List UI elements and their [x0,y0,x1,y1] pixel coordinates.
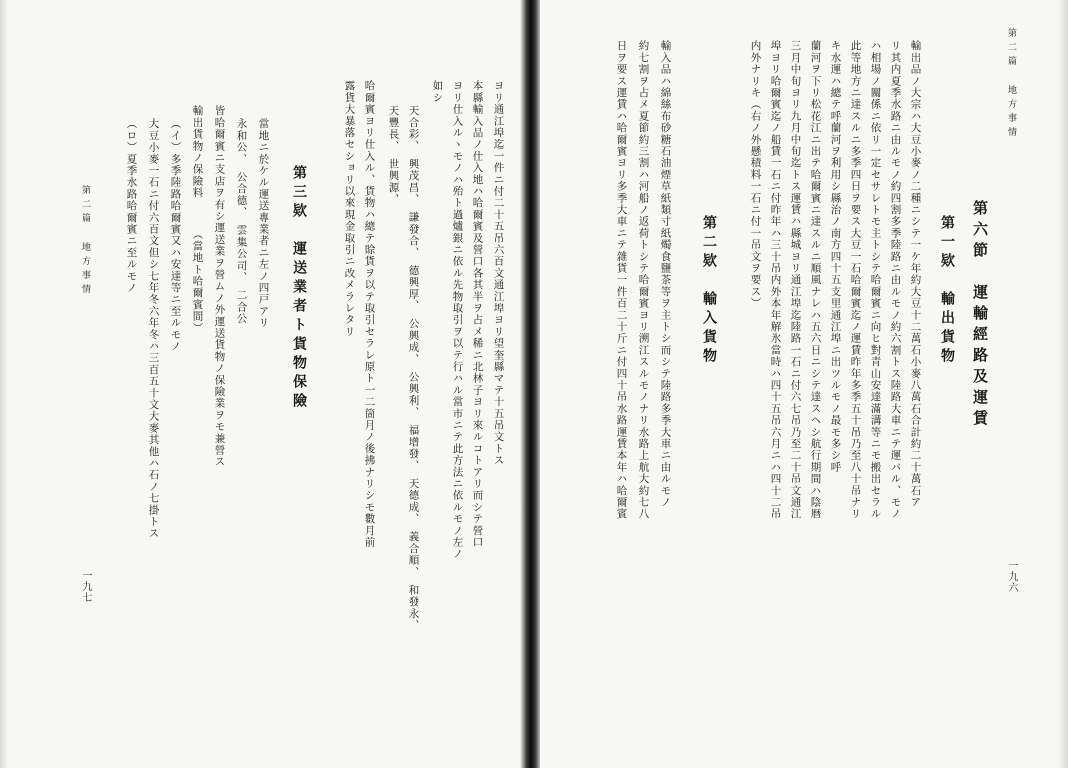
page-edge-shadow [0,0,8,768]
left-sub3-line-1: 當地ニ於ケル運送專業者ニ左ノ四戸アリ [257,118,270,329]
left-merchant-line-2: 天豐長、 世興源、 [387,105,400,206]
subsection-1-title: 第一欵 輸出貨物 [939,215,955,367]
right-sub1-line-7: 三月中旬ヨリ九月中旬迄トス運賃ハ縣城ヨリ通江埠迄陸路一石ニ付六七吊乃至二十吊文通江 [789,40,802,520]
left-sub3-line-6: 大豆小麥一石ニ付六百文但シ七年冬六年冬ハ三百五十文大麥其他ハ石ノ七掛トス [147,118,160,540]
section-title: 第六節 運輸經路及運賃 [971,200,989,431]
left-cont-line-2: 本縣輸入品ノ仕入地ハ哈爾賓及營口各其半ヲ占メ稀ニ北林子ヨリ來ルコトアリ而シテ營口 [471,80,484,548]
right-sub1-line-2: リ其内夏季水路ニ由ルモノ約四割多季陸路ニ由ルモノ約六割トス陸路大車ニテ運バル、モノ [889,40,902,520]
right-sub1-line-1: 輸出品ノ大宗ハ大豆小麥ノ二種ニシテ一ケ年約大豆十二萬石小麥八萬石合計約二十萬石ア [909,40,922,508]
right-sub2-line-1: 輸入品ハ綿絲布砂糖石油煙草紙類寸紙燭食鹽茶等ヲ主トシ而シテ陸路多季大車ニ由ルモノ [659,40,672,508]
right-sub1-line-5: キ水運ハ總テ呼蘭河ヲ利用シ縣治ノ南方四十五支里通江埠ニ出ツルモノ最モ多シ呼 [829,40,842,473]
running-header: 第二篇 地方事情 [1006,28,1016,141]
subsection-2-title: 第二欵 輸入貨物 [701,215,717,367]
left-sub3-line-5: （イ）多季陸路哈爾賓又ハ安達等ニ至ルモノ [169,118,182,352]
left-sub3-line-7: （ロ）夏季水路哈爾賓ニ至ルモノ [125,118,138,294]
left-cont-line-3: ヨリ仕入ルヽモノハ殆ト過爐銀ニ依ル先物取引ヲ以テ行ハル當市ニテ此方法ニ依ルモノ左ノ [451,80,464,560]
page-edge-shadow [1058,0,1068,768]
left-sub3-line-4: 輸出貨物ノ保險料 （當地ト哈爾賓間） [191,105,204,334]
left-cont2-line-2: 露貨大暴落セショリ以來現金取引ニ改メラレタリ [343,80,356,338]
subsection-3-title: 第三欵 運送業者ト貨物保險 [291,165,307,412]
left-merchant-line-1: 天合彩、 興茂昌、 謙發合、 德興厚、 公興成、 公興利、 福增發、 天德成、 義合順、 和發永、 [407,105,420,632]
left-cont-line-1: ヨリ通江埠迄一件ニ付二十五吊六百文通江埠ヨリ望奎縣マテ十五吊文トス [492,80,505,467]
right-sub1-line-6: 蘭河ヲ下リ松花江ニ出テ哈爾賓ニ達スルニ順風ナレハ五六日ニシテ達スヘシ航行期間ハ陰暦 [809,40,822,520]
right-sub1-line-3: ハ相場ノ關係ニ依リ一定セサレトモ主トシテ哈爾賓ニ向ヒ對青山安達滿溝等ニモ搬出セラル [869,40,882,520]
left-cont2-line-1: 哈爾賓ヨリ仕入ル、貨物ハ總テ賒貨ヲ以テ取引セラレ原ト一二箇月ノ後拂ナリシモ數月前 [363,80,376,548]
running-header: 第二篇 地方事情 [80,185,90,298]
left-cont-line-4: 如シ [431,80,444,104]
page-number: 一九七 [80,570,91,603]
page-number: 一九六 [1006,560,1017,593]
right-sub1-line-9: 内外ナリキ（右ノ外懸積料一石ニ付一吊文ヲ要ス） [749,40,762,310]
right-sub2-line-2: 約七割ヲ占メ夏節約三割ハ河船ノ返荷トシテ哈爾賓ヨリ溯江スルモノナリ水路上航大約七八 [637,40,650,520]
right-page [540,0,1068,768]
right-sub2-line-3: 日ヲ要ス運賃ハ哈爾賓ヨリ多季大車ニテ雜貨一件百二十斤ニ付四十吊水路運賃本年ハ哈爾賓 [615,40,628,520]
book-gutter [520,0,542,768]
left-page [0,0,528,768]
left-sub3-line-2: 永和公、 公合德、 雲集公司、 二合公 [235,118,248,325]
right-sub1-line-4: 此等地方ニ達スルニ多季四日ヲ要ス大豆一石哈爾賓迄ノ運賃昨年多季五十吊乃至八十吊ナリ [849,40,862,520]
left-sub3-line-3: 皆哈爾賓ニ支店ヲ有シ運送業ヲ營ムノ外運送貨物ノ保險業ヲモ兼營ス [213,105,226,468]
right-sub1-line-8: 埠ヨリ哈爾賓迄ノ船賃一石ニ付昨年ハ三十吊内外本年解氷當時ハ四十五吊六月ニハ四十二吊 [769,40,782,520]
